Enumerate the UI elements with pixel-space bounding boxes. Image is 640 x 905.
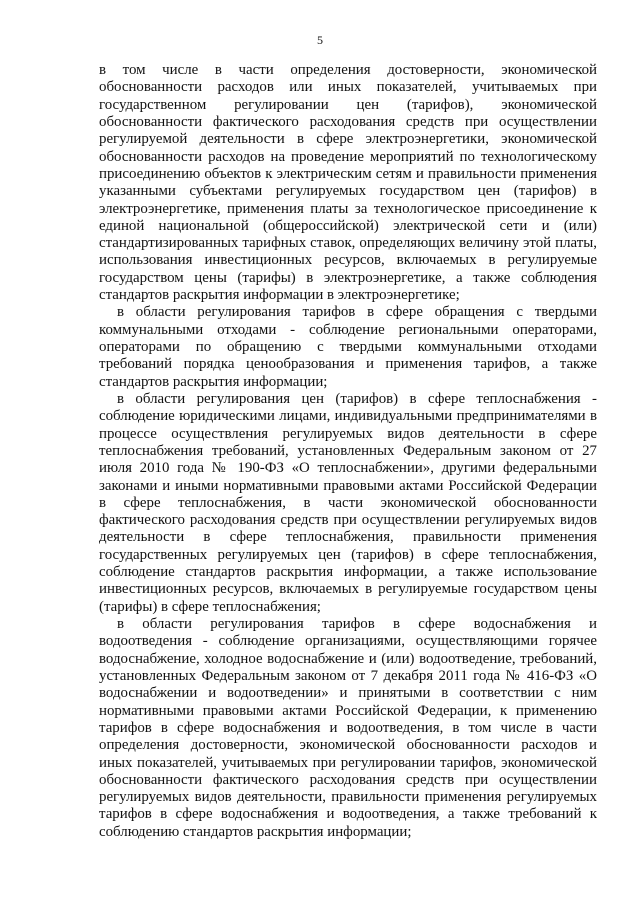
text-line: процессе осуществления регулируемых видов деятельности в сфере xyxy=(99,425,597,442)
text-line: государственных регулируемых цен (тарифов) в сфере теплоснабжения, xyxy=(99,546,597,563)
text-line: фактического расходования средств при осуществлении регулируемых видов xyxy=(99,512,597,529)
text-line: деятельности в сфере теплоснабжения, правильности применения xyxy=(99,529,597,546)
text-line: иных показателей, учитываемых при регулировании тарифов, экономической xyxy=(99,754,597,771)
text-line: стандартизированных тарифных ставок, определяющих величину этой платы, xyxy=(99,235,597,252)
text-line: регулируемой деятельности в сфере электроэнергетики, экономической xyxy=(99,131,597,148)
text-line: коммунальными отходами - соблюдение региональными операторами, xyxy=(99,321,597,338)
text-line: теплоснабжения требований, установленных Федеральным законом от 27 xyxy=(99,442,597,459)
text-line: операторами по обращению с твердыми коммунальными отходами xyxy=(99,339,597,355)
text-line: инвестиционных ресурсов, включаемых в регулируемые государством цены xyxy=(99,581,597,598)
text-line: в сфере теплоснабжения, в части экономической обоснованности xyxy=(99,494,597,511)
paragraph xyxy=(99,62,597,304)
text-line: в области регулирования тарифов в сфере водоснабжения и xyxy=(117,616,597,632)
text-line: соблюдение юридическими лицами, индивидуальными предпринимателями в xyxy=(99,408,597,425)
text-line: тарифов в сфере водоснабжения и водоотведения, а также требований к xyxy=(99,806,597,823)
text-line: стандартов раскрытия информации; xyxy=(99,373,328,390)
text-line: водоотведения - соблюдение организациями, осуществляющими горячее xyxy=(99,633,597,650)
text-line: регулируемых видов деятельности, правильности применения регулируемых xyxy=(99,789,597,806)
text-line: единой национальной (общероссийской) электрической сети и (или) xyxy=(99,217,597,234)
text-line: июля 2010 года № 190-ФЗ «О теплоснабжении», другими федеральными xyxy=(99,460,597,477)
paragraph xyxy=(99,304,597,391)
paragraph xyxy=(99,391,597,616)
text-line: присоединению объектов к электрическим сетям и правильности применения xyxy=(99,165,597,182)
text-line: электроэнергетике, применения платы за технологическое присоединение к xyxy=(99,200,597,217)
text-line: установленных Федеральным законом от 7 декабря 2011 года № 416-ФЗ «О xyxy=(99,667,597,684)
text-line: использования инвестиционных ресурсов, включаемых в регулируемые xyxy=(99,252,597,269)
text-line: обоснованности фактического расходования средств при осуществлении xyxy=(99,771,597,788)
text-line: обоснованности расходов на проведение мероприятий по технологическому xyxy=(99,148,597,165)
text-line: в том числе в части определения достоверности, экономической xyxy=(99,62,597,78)
text-line: определения достоверности, экономической обоснованности расходов и xyxy=(99,737,597,754)
text-line: государством цены (тарифы) в электроэнергетике, а также соблюдения xyxy=(99,269,597,286)
text-line: в области регулирования цен (тарифов) в сфере теплоснабжения - xyxy=(117,390,597,407)
text-line: нормативными правовыми актами Российской Федерации, к применению xyxy=(99,702,597,719)
text-line: указанными субъектами регулируемых государством цен (тарифов) в xyxy=(99,183,597,200)
text-line: (тарифы) в сфере теплоснабжения; xyxy=(99,598,321,615)
text-line: в области регулирования тарифов в сфере обращения с твердыми xyxy=(117,304,597,321)
text-line: обоснованности фактического расходования средств при осуществлении xyxy=(99,113,597,130)
text-line: обоснованности расходов или иных показателей, учитываемых при xyxy=(99,79,597,96)
text-line: государственном регулировании цен (тарифов), экономической xyxy=(99,96,597,113)
text-line: требований порядка ценообразования и применения тарифов, а также xyxy=(99,356,597,373)
page-number: 5 xyxy=(317,33,323,47)
text-line: тарифов в сфере водоснабжения и водоотведения, в том числе в части xyxy=(99,719,597,736)
document-body xyxy=(99,62,597,841)
text-line: водоснабжение, холодное водоснабжение и (или) водоотведение, требований, xyxy=(99,650,597,667)
text-line: законами и иными нормативными правовыми актами Российской Федерации xyxy=(99,477,597,494)
text-line: соблюдение стандартов раскрытия информации, а также использование xyxy=(99,564,597,581)
text-line: стандартов раскрытия информации в электроэнергетике; xyxy=(99,287,460,304)
text-line: соблюдению стандартов раскрытия информации; xyxy=(99,823,412,840)
text-line: водоснабжении и водоотведении» и принятыми в соответствии с ним xyxy=(99,685,597,702)
paragraph xyxy=(99,616,597,841)
